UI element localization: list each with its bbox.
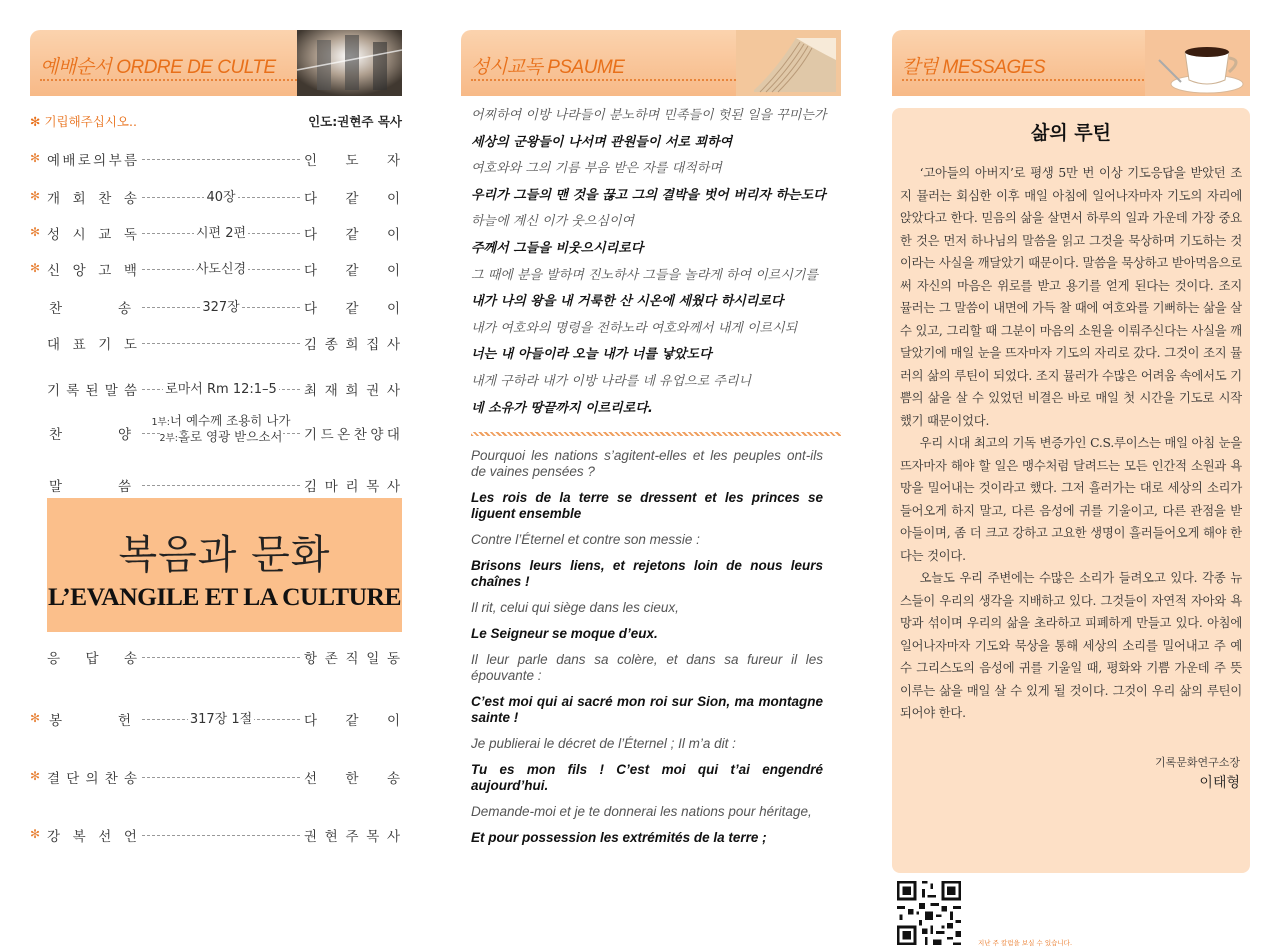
order-item-person-char: 이 xyxy=(386,227,400,243)
order-item-person-char: 사 xyxy=(386,337,400,353)
order-item-name-char: 씀 xyxy=(117,479,131,495)
order-item-person-char: 이 xyxy=(386,301,400,317)
order-item-name-char: 찬 xyxy=(49,301,63,317)
order-item-name-char: 된 xyxy=(85,383,99,399)
order-item-name-char: 시 xyxy=(72,227,86,243)
message-body xyxy=(900,162,1242,725)
order-item xyxy=(30,186,402,208)
banner-title-korean: 복음과 문화 xyxy=(118,532,331,578)
order-item-name-char: 독 xyxy=(123,227,137,243)
order-item-person-char: 마 xyxy=(324,479,338,495)
order-item-person-char: 일 xyxy=(366,651,380,667)
messages-column xyxy=(892,30,1250,947)
order-item-person-char: 도 xyxy=(345,153,359,169)
order-item-name xyxy=(47,825,137,845)
order-item-name-char: 헌 xyxy=(117,713,131,729)
leader-dots xyxy=(142,485,300,486)
order-item-name-char: 부 xyxy=(108,153,122,169)
psalm-leader-line: 그 때에 분을 발하며 진노하사 그들을 놀라게 하여 이르시기를 xyxy=(471,267,819,283)
church-photo-icon xyxy=(297,30,402,96)
order-item-name-char: 기 xyxy=(47,383,61,399)
psalm-french-text xyxy=(471,448,823,856)
order-item-person-char: 다 xyxy=(304,263,318,279)
order-item-name xyxy=(47,647,137,667)
psalm-leader-line: Il rit, celui qui siège dans les cieux, xyxy=(471,600,679,615)
psalm-response-line: 내가 나의 왕을 내 거룩한 산 시온에 세웠다 하시리로다 xyxy=(471,294,784,310)
order-item-name-char: 회 xyxy=(72,191,86,207)
order-item-person xyxy=(304,475,400,495)
psalm-leader-line: 내가 여호와의 명령을 전하노라 여호와께서 내게 이르시되 xyxy=(471,320,798,336)
psalm-response-line: Tu es mon fils ! C’est moi qui t’ai engendré aujourd’hui. xyxy=(471,762,823,793)
order-item-detail xyxy=(142,378,300,397)
order-item-name-char: 앙 xyxy=(72,263,86,279)
order-item-name-char: 표 xyxy=(72,337,86,353)
order-item-name xyxy=(47,187,137,207)
stand-marker: ✻ xyxy=(30,225,41,239)
stand-marker: ✻ xyxy=(30,769,41,783)
order-item-name-char: 찬 xyxy=(49,427,63,443)
order-item-person-char: 송 xyxy=(386,771,400,787)
theme-banner xyxy=(47,498,402,632)
order-item-person-char: 찬 xyxy=(353,427,367,443)
order-item xyxy=(30,708,402,730)
psalm-leader-line: Je publierai le décret de l’Éternel ; Il m’a dit : xyxy=(471,736,736,751)
psalm-response-line: Et pour possession les extrémités de la terre ; xyxy=(471,830,767,845)
order-item-person xyxy=(304,423,400,443)
order-item-name-char: 배 xyxy=(62,153,76,169)
order-item-person-char: 리 xyxy=(345,479,359,495)
order-item-name-char: 송 xyxy=(123,191,137,207)
order-item-name-char: 단 xyxy=(66,771,80,787)
order-item-person-char: 희 xyxy=(345,337,359,353)
order-item-name-char: 양 xyxy=(117,427,131,443)
psalm-leader-line: 하늘에 계신 이가 웃으심이여 xyxy=(471,214,635,230)
order-item-person-char: 대 xyxy=(386,427,400,443)
psalm-response-line: 네 소유가 땅끝까지 이르리로다. xyxy=(471,400,653,416)
order-item xyxy=(30,332,402,354)
stand-note: ✻ 기립해주십시오.. xyxy=(30,114,137,129)
order-item-name-char: 언 xyxy=(123,829,137,845)
order-item xyxy=(30,258,402,280)
order-item-name-char: 답 xyxy=(85,651,99,667)
order-item-name-char: 백 xyxy=(123,263,137,279)
order-item-person-char: 자 xyxy=(386,153,400,169)
order-item xyxy=(30,148,402,170)
order-item-person-char: 한 xyxy=(345,771,359,787)
order-item-person xyxy=(304,333,400,353)
order-item-person xyxy=(304,297,400,317)
psalm-header xyxy=(461,30,841,96)
order-item-person-char: 사 xyxy=(386,829,400,845)
psalm-column xyxy=(461,30,841,845)
order-item-person-char: 목 xyxy=(366,479,380,495)
order-item-detail xyxy=(142,414,300,446)
worship-order-column xyxy=(30,30,402,845)
order-item-person-char: 같 xyxy=(345,713,359,729)
leader-dots xyxy=(142,159,300,160)
psalm-leader-line: Demande-moi et je te donnerai les nations pour héritage, xyxy=(471,804,812,819)
stand-marker: ✻ xyxy=(30,189,41,203)
order-item-name xyxy=(47,149,137,169)
order-item-name-char: 대 xyxy=(47,337,61,353)
order-item xyxy=(30,824,402,846)
order-item-name-char: 찬 xyxy=(104,771,118,787)
qr-code-icon[interactable] xyxy=(894,878,964,948)
order-item-name-char: 예 xyxy=(47,153,61,169)
order-item-person-char: 다 xyxy=(304,713,318,729)
order-item-person-char: 재 xyxy=(324,383,338,399)
order-item-person-char: 권 xyxy=(366,383,380,399)
order-item-person xyxy=(304,825,400,845)
order-item-name-char: 개 xyxy=(47,191,61,207)
order-item-person-char: 희 xyxy=(345,383,359,399)
order-item-person-char: 다 xyxy=(304,227,318,243)
order-item-person xyxy=(304,187,400,207)
order-item-name-char: 의 xyxy=(85,771,99,787)
order-item-person-char: 양 xyxy=(370,427,384,443)
order-item-person-char: 인 xyxy=(304,153,318,169)
order-item-person-char: 사 xyxy=(386,479,400,495)
order-item-name xyxy=(47,223,137,243)
worship-header xyxy=(30,30,402,96)
order-item-name xyxy=(47,767,137,787)
message-paragraph: 우리 시대 최고의 기독 변증가인 C.S.루이스는 매일 아침 눈을 뜨자마자 해야 할 일은 맹수처럼 달려드는 모든 인간적 소원과 욕망을 밀어내는 것이라고 했다. 그저 흘러가는 대로 세상의 소리가 들어오게 하지 말고, 다른 음성에 귀를 기울이고, 다른 관점을 받아들이며, 좀 더 크고 강하고 고요한 생명이 흘러들어오게 해야 한다는 것이다. xyxy=(900,436,1242,563)
psalm-leader-line: Pourquoi les nations s’agitent-elles et les peuples ont-ils de vaines pensées ? xyxy=(471,448,823,479)
author-name: 이태형 xyxy=(1199,775,1240,791)
order-item xyxy=(30,378,402,400)
detail-line: 홀로 영광 받으소서 xyxy=(177,429,283,444)
stand-marker: ✻ xyxy=(30,151,41,165)
leader-dots xyxy=(142,343,300,344)
order-item xyxy=(30,474,402,496)
order-item-name-char: 로 xyxy=(77,153,91,169)
order-item-person-char: 현 xyxy=(324,829,338,845)
order-item-name-char: 고 xyxy=(98,263,112,279)
order-item-person-char: 존 xyxy=(324,651,338,667)
order-item-person-char: 사 xyxy=(386,383,400,399)
psalm-response-line: 우리가 그들의 맨 것을 끊고 그의 결박을 벗어 버리자 하는도다 xyxy=(471,187,826,203)
order-item-name-char: 복 xyxy=(72,829,86,845)
order-item-name-char: 송 xyxy=(117,301,131,317)
order-item xyxy=(30,766,402,788)
detail-text: 40장 xyxy=(206,190,236,205)
detail-text: 로마서 Rm 12:1–5 xyxy=(165,382,277,397)
order-item-person-char: 같 xyxy=(345,191,359,207)
coffee-cup-icon xyxy=(1145,30,1250,96)
order-item-person xyxy=(304,223,400,243)
psalm-response-line: 세상의 군왕들이 나서며 관원들이 서로 꾀하여 xyxy=(471,134,733,150)
psalm-response-line: 너는 내 아들이라 오늘 내가 너를 낳았도다 xyxy=(471,347,712,363)
detail-text: 327장 xyxy=(202,300,240,315)
banner-title-french: L’EVANGILE ET LA CULTURE xyxy=(48,582,401,611)
order-item-person-char: 기 xyxy=(304,427,318,443)
order-item-name-char: 성 xyxy=(47,227,61,243)
order-item-name xyxy=(47,297,137,317)
order-item-person xyxy=(304,149,400,169)
order-item-name xyxy=(47,475,137,495)
order-item-person-char: 다 xyxy=(304,301,318,317)
order-item-person-char: 이 xyxy=(386,191,400,207)
messages-header-title: 칼럼 MESSAGES xyxy=(902,57,1046,78)
order-item-person-char: 이 xyxy=(386,713,400,729)
leader-dots xyxy=(142,777,300,778)
detail-line: 너 예수께 조용히 나가 xyxy=(169,413,291,428)
order-item xyxy=(30,222,402,244)
order-item-name-char: 의 xyxy=(93,153,107,169)
psalm-response-line: C’est moi qui ai sacré mon roi sur Sion, ma montagne sainte ! xyxy=(471,694,823,725)
message-paragraph: 오늘도 우리 주변에는 수많은 소리가 들려오고 있다. 각종 뉴스들이 우리의 생각을 지배하고 있다. 그것들이 자연적 자아와 욕망과 섞이며 우리의 삶을 초라하고 피폐하게 만들고 있다. 아침에 일어나자마자 기도와 묵상을 통해 세상의 소리를 밀어내고 주 예수 그리스도의 음성에 귀를 기울일 때, 평화와 기쁨 가운데 주 뜻 이루는 삶을 매일 살 수 있게 될 것이다. 그것이 우리 삶의 루틴이 되어야 한다. xyxy=(900,571,1242,720)
order-item-name xyxy=(47,333,137,353)
order-item-name-char: 기 xyxy=(98,337,112,353)
message-box xyxy=(892,108,1250,947)
order-item-name-char: 송 xyxy=(123,771,137,787)
order-item-name-char: 말 xyxy=(49,479,63,495)
order-item-name-char: 찬 xyxy=(98,191,112,207)
psalm-leader-line: 어찌하여 이방 나라들이 분노하며 민족들이 헛된 일을 꾸미는가 xyxy=(471,108,827,123)
order-item-person xyxy=(304,709,400,729)
order-item-name-char: 선 xyxy=(98,829,112,845)
order-item-name-char: 봉 xyxy=(49,713,63,729)
order-item-name-char: 씀 xyxy=(123,383,137,399)
order-item-person-char: 목 xyxy=(366,829,380,845)
order-item-name-char: 송 xyxy=(123,651,137,667)
order-item-person-char: 다 xyxy=(304,191,318,207)
stand-marker: ✻ xyxy=(30,261,41,275)
leader-dots xyxy=(142,835,300,836)
qr-note: 지난 주 칼럼을 보실 수 있습니다. xyxy=(978,939,1073,947)
psalm-leader-line: 내게 구하라 내가 이방 나라를 네 유업으로 주리니 xyxy=(471,373,752,389)
psalm-leader-line: Contre l’Éternel et contre son messie : xyxy=(471,532,700,547)
order-item-person-char: 항 xyxy=(304,651,318,667)
order-item-person-char: 같 xyxy=(345,301,359,317)
order-item-person-char: 권 xyxy=(304,829,318,845)
order-item-name xyxy=(47,379,137,399)
order-item-person-char: 같 xyxy=(345,227,359,243)
order-item-person-char: 드 xyxy=(320,427,334,443)
psalm-korean-text xyxy=(471,104,841,423)
order-item-person xyxy=(304,379,400,399)
message-title: 삶의 루틴 xyxy=(1030,122,1112,144)
messages-header xyxy=(892,30,1250,96)
order-item-name-char: 교 xyxy=(98,227,112,243)
order-item-person-char: 김 xyxy=(304,337,318,353)
order-item-person-char: 온 xyxy=(337,427,351,443)
order-item-person-char: 선 xyxy=(304,771,318,787)
detail-text: 317장 1절 xyxy=(189,712,253,727)
psalm-response-line: 주께서 그들을 비웃으시리로다 xyxy=(471,240,644,256)
order-item-name-char: 름 xyxy=(123,153,137,169)
order-item-person-char: 김 xyxy=(304,479,318,495)
order-item-person-char: 이 xyxy=(386,263,400,279)
order-item xyxy=(30,413,402,444)
order-item-person-char: 동 xyxy=(386,651,400,667)
psalm-leader-line: Il leur parle dans sa colère, et dans sa fureur il les épouvante : xyxy=(471,652,823,683)
order-item-person-char: 같 xyxy=(345,263,359,279)
order-item-name-char: 신 xyxy=(47,263,61,279)
order-item-name-char: 록 xyxy=(66,383,80,399)
psalm-leader-line: 여호와와 그의 기름 부음 받은 자를 대적하며 xyxy=(471,161,722,177)
order-item-name xyxy=(47,709,137,729)
psalm-response-line: Le Seigneur se moque d’eux. xyxy=(471,626,658,641)
order-item-name-char: 결 xyxy=(47,771,61,787)
order-item-person-char: 최 xyxy=(304,383,318,399)
detail-text: 사도신경 xyxy=(195,262,247,277)
order-item-name-char: 강 xyxy=(47,829,61,845)
order-item-detail xyxy=(142,708,300,727)
leader-dots xyxy=(142,657,300,658)
order-item-person-char: 종 xyxy=(324,337,338,353)
author-role: 기록문화연구소장 xyxy=(1154,756,1240,769)
detail-text: 시편 2편 xyxy=(195,226,247,241)
order-item-person xyxy=(304,647,400,667)
part-label: 1부: xyxy=(151,417,170,428)
order-item xyxy=(30,646,402,668)
order-item-name xyxy=(47,423,137,443)
order-item-name xyxy=(47,259,137,279)
worship-header-title: 예배순서 ORDRE DE CULTE xyxy=(40,57,276,78)
order-item-person-char: 직 xyxy=(345,651,359,667)
part-label: 2부: xyxy=(159,433,178,444)
order-item-person-char: 집 xyxy=(366,337,380,353)
order-item-detail xyxy=(142,222,300,241)
psalm-response-line: Brisons leurs liens, et rejetons loin de nous leurs chaînes ! xyxy=(471,558,823,589)
stand-marker: ✻ xyxy=(30,711,41,725)
order-item-person-char: 주 xyxy=(345,829,359,845)
psalm-response-line: Les rois de la terre se dressent et les princes se liguent ensemble xyxy=(471,490,823,521)
order-item-detail xyxy=(142,258,300,277)
order-item-person xyxy=(304,259,400,279)
psalm-header-title: 성시교독 PSAUME xyxy=(471,57,625,78)
order-item-name-char: 응 xyxy=(47,651,61,667)
psalm-separator xyxy=(471,432,841,436)
pray-row xyxy=(30,112,402,130)
order-item-name-char: 도 xyxy=(123,337,137,353)
order-item-name-char: 말 xyxy=(104,383,118,399)
open-book-icon xyxy=(736,30,841,96)
message-paragraph: ‘고아들의 아버지’로 평생 5만 번 이상 기도응답을 받았던 조지 뮬러는 회심한 이후 매일 아침에 일어나자마자 기도의 자리에 앉았다고 한다. 믿음의 삶을 살면서 하루의 일과 가운데 가장 중요한 것은 먼저 하나님의 말씀을 읽고 그것을 묵상하며 기도하는 것이라는 사실을 깨달았기 때문이다. 말씀을 묵상하고 받아먹음으로써 자신의 마음은 위로를 받고 용기를 얻게 된다는 것이다. 조지 뮬러는 그 말씀이 내면에 가득 찰 때에 여호와를 기뻐하는 삶을 살 수 있고, 그리할 때 그분이 마음의 소원을 이뤄주신다는 사실을 깨달았기에 매일 눈을 뜨자마자 기도의 자리로 갔다. 그것이 조지 뮬러의 삶의 루틴이 되었다. 조지 뮬러가 수많은 어려움 속에서도 기쁨의 삶을 살 수 있었던 비결은 바로 매일 첫 시간을 기도로 시작했기 때문이었다. xyxy=(900,166,1242,428)
leader-label: 인도:권현주 목사 xyxy=(308,114,402,129)
order-item xyxy=(30,296,402,318)
order-item-detail xyxy=(142,296,300,315)
order-item-detail xyxy=(142,186,300,205)
order-item-person xyxy=(304,767,400,787)
stand-marker: ✻ xyxy=(30,827,41,841)
